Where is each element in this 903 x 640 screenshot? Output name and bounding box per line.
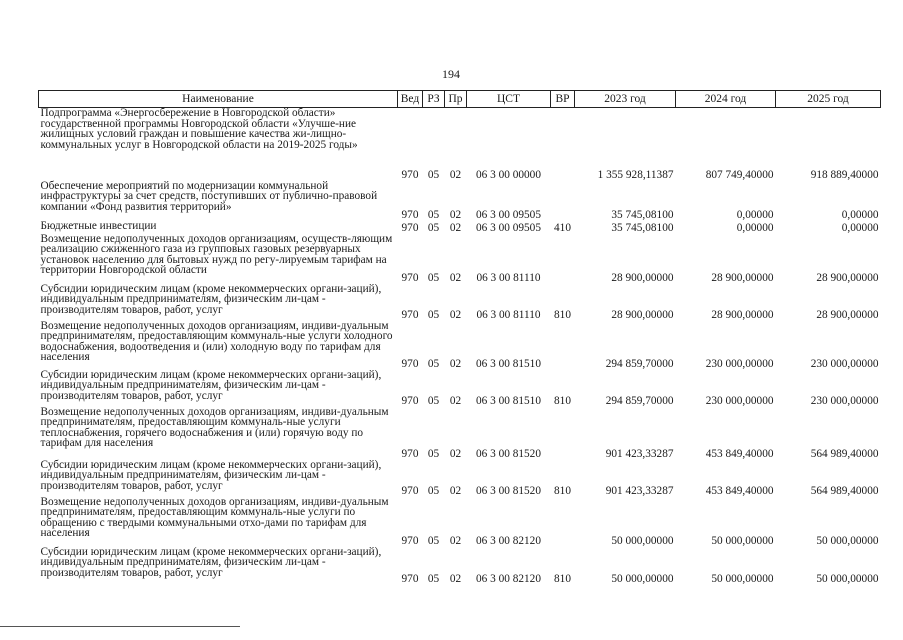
cell-y2023: 1 355 928,11387 <box>597 169 674 181</box>
cell-cst: 06 3 00 81520 <box>476 448 541 460</box>
cell-ved: 970 <box>401 309 419 321</box>
cell-y2024: 28 900,00000 <box>711 272 774 284</box>
cell-rz: 05 <box>427 535 440 547</box>
table-row <box>39 321 881 370</box>
cell-pr: 02 <box>449 272 462 284</box>
page-number: 194 <box>442 67 460 81</box>
cell-name: Возмещение недополученных доходов организациям, индиви-дуальным предпринимателям, предоставляющим коммуналь-ные услуги по обращению с твердыми коммунальными отхо-дами по тарифам для населения <box>40 495 389 539</box>
cell-rz: 05 <box>427 573 440 585</box>
cell-y2023: 28 900,00000 <box>611 272 674 284</box>
cell-y2025: 50 000,00000 <box>816 573 879 585</box>
cell-y2024: 50 000,00000 <box>711 535 774 547</box>
cell-pr: 02 <box>449 358 462 370</box>
cell-name: Обеспечение мероприятий по модернизации коммунальной инфраструктуры за счет средств, поступивших от публично-правовой компании «Фонд развития территорий» <box>40 179 378 213</box>
table-header-row <box>39 91 881 108</box>
cell-ved: 970 <box>401 209 419 221</box>
cell-pr: 02 <box>449 169 462 181</box>
cell-cst: 06 3 00 81510 <box>476 395 541 407</box>
cell-vr: 810 <box>554 573 571 585</box>
cell-name: Возмещение недополученных доходов организациям, индиви-дуальным предпринимателям, предоставляющим коммуналь-ные услуги холодного водоснабжения, водоотведения и (или) холодную воду по тарифам для населения <box>40 319 393 363</box>
cell-rz: 05 <box>427 485 440 497</box>
table-row <box>39 497 881 547</box>
cell-ved: 970 <box>401 169 419 181</box>
cell-y2025: 50 000,00000 <box>816 535 879 547</box>
cell-y2025: 28 900,00000 <box>816 309 879 321</box>
cell-y2025: 230 000,00000 <box>810 358 879 370</box>
header-ved: Вед <box>398 91 423 108</box>
cell-pr: 02 <box>449 309 462 321</box>
cell-pr: 02 <box>449 535 462 547</box>
table-row <box>39 108 881 181</box>
cell-pr: 02 <box>449 209 462 221</box>
cell-name: Возмещение недополученных доходов организациям, индиви-дуальным предпринимателям, предоставляющим коммуналь-ные услуги теплоснабжения, горячего водоснабжения и (или) горячую воду по тарифам для населения <box>40 405 389 449</box>
cell-ved: 970 <box>401 573 419 585</box>
table-row <box>39 547 881 585</box>
cell-cst: 06 3 00 81110 <box>476 272 541 284</box>
cell-cst: 06 3 00 00000 <box>476 169 541 181</box>
cell-y2024: 807 749,40000 <box>705 169 774 181</box>
cell-pr: 02 <box>449 485 462 497</box>
table-row <box>39 234 881 284</box>
cell-cst: 06 3 00 81110 <box>476 309 541 321</box>
cell-rz: 05 <box>427 222 440 234</box>
cell-ved: 970 <box>401 448 419 460</box>
cell-y2024: 230 000,00000 <box>705 395 774 407</box>
cell-y2025: 28 900,00000 <box>816 272 879 284</box>
header-name: Наименование <box>39 91 398 108</box>
cell-name: Субсидии юридическим лицам (кроме некоммерческих органи-заций), индивидуальным предпринимателям, физическим ли-цам - производителям товаров, работ, услуг <box>40 282 382 316</box>
cell-rz: 05 <box>427 169 440 181</box>
table-row <box>39 370 881 407</box>
header-pr: Пр <box>445 91 467 108</box>
cell-pr: 02 <box>449 573 462 585</box>
cell-y2025: 564 989,40000 <box>810 448 879 460</box>
cell-vr <box>551 234 575 284</box>
cell-name: Субсидии юридическим лицам (кроме некоммерческих органи-заций), индивидуальным предпринимателям, физическим ли-цам - производителям товаров, работ, услуг <box>40 458 382 492</box>
header-2025: 2025 год <box>776 91 881 108</box>
cell-rz: 05 <box>427 309 440 321</box>
cell-vr <box>551 321 575 370</box>
cell-y2024: 28 900,00000 <box>711 309 774 321</box>
table-row <box>39 460 881 497</box>
cell-y2024: 50 000,00000 <box>711 573 774 585</box>
cell-ved: 970 <box>401 222 419 234</box>
cell-rz: 05 <box>427 395 440 407</box>
cell-ved: 970 <box>401 272 419 284</box>
cell-pr: 02 <box>449 222 462 234</box>
cell-y2023: 35 745,08100 <box>611 209 674 221</box>
cell-ved: 970 <box>401 395 419 407</box>
table-row <box>39 221 881 234</box>
cell-rz: 05 <box>427 272 440 284</box>
budget-table <box>38 90 881 585</box>
cell-vr <box>551 497 575 547</box>
cell-y2023: 50 000,00000 <box>611 573 674 585</box>
header-2024: 2024 год <box>676 91 776 108</box>
cell-name: Субсидии юридическим лицам (кроме некоммерческих органи-заций), индивидуальным предпринимателям, физическим ли-цам - производителям товаров, работ, услуг <box>40 368 382 402</box>
cell-name: Бюджетные инвестиции <box>40 219 157 232</box>
cell-name: Возмещение недополученных доходов организациям, осуществ-ляющим реализацию сжиженного газа из групповых газовых резервуарных установок населению для бытовых нужд по регу-лируемым тарифам на территории Новгородской области <box>40 232 393 276</box>
cell-rz: 05 <box>427 209 440 221</box>
cell-y2023: 901 423,33287 <box>605 485 674 497</box>
cell-name: Субсидии юридическим лицам (кроме некоммерческих органи-заций), индивидуальным предпринимателям, физическим ли-цам - производителям товаров, работ, услуг <box>40 545 382 579</box>
cell-cst: 06 3 00 81510 <box>476 358 541 370</box>
table-row <box>39 407 881 460</box>
cell-name: Подпрограмма «Энергосбережение в Новгородской области» государственной программы Новгородской области «Улучше-ние жилищных условий граждан и повышение качества жи-лищно-коммунальных услуг в Новгородской области на 2019-2025 годы» <box>40 107 358 151</box>
cell-y2025: 918 889,40000 <box>810 169 879 181</box>
cell-y2024: 0,00000 <box>736 209 774 221</box>
cell-y2024: 230 000,00000 <box>705 358 774 370</box>
cell-cst: 06 3 00 82120 <box>476 573 541 585</box>
cell-y2023: 901 423,33287 <box>605 448 674 460</box>
header-2023: 2023 год <box>575 91 676 108</box>
table-row <box>39 284 881 321</box>
cell-vr: 410 <box>554 222 571 234</box>
cell-y2024: 453 849,40000 <box>705 485 774 497</box>
cell-y2024: 0,00000 <box>736 222 774 234</box>
cell-ved: 970 <box>401 485 419 497</box>
cell-y2023: 294 859,70000 <box>605 395 674 407</box>
cell-y2025: 0,00000 <box>841 209 879 221</box>
cell-cst: 06 3 00 81520 <box>476 485 541 497</box>
cell-y2023: 294 859,70000 <box>605 358 674 370</box>
cell-cst: 06 3 00 09505 <box>476 209 541 221</box>
cell-y2025: 564 989,40000 <box>810 485 879 497</box>
cell-cst: 06 3 00 82120 <box>476 535 541 547</box>
cell-vr <box>551 181 575 221</box>
cell-y2024: 453 849,40000 <box>705 448 774 460</box>
bottom-rule <box>0 626 240 627</box>
cell-y2025: 0,00000 <box>841 222 879 234</box>
table-row <box>39 181 881 221</box>
cell-pr: 02 <box>449 448 462 460</box>
cell-ved: 970 <box>401 358 419 370</box>
header-vr: ВР <box>551 91 575 108</box>
cell-vr: 810 <box>554 309 571 321</box>
cell-pr: 02 <box>449 395 462 407</box>
header-cst: ЦСТ <box>467 91 551 108</box>
cell-y2023: 35 745,08100 <box>611 222 674 234</box>
cell-vr <box>551 108 575 181</box>
cell-vr <box>551 407 575 460</box>
cell-y2023: 50 000,00000 <box>611 535 674 547</box>
cell-cst: 06 3 00 09505 <box>476 222 541 234</box>
cell-rz: 05 <box>427 358 440 370</box>
cell-rz: 05 <box>427 448 440 460</box>
cell-ved: 970 <box>401 535 419 547</box>
cell-y2025: 230 000,00000 <box>810 395 879 407</box>
header-rz: РЗ <box>423 91 445 108</box>
cell-vr: 810 <box>554 485 571 497</box>
table-body <box>39 108 881 585</box>
cell-vr: 810 <box>554 395 571 407</box>
cell-y2023: 28 900,00000 <box>611 309 674 321</box>
